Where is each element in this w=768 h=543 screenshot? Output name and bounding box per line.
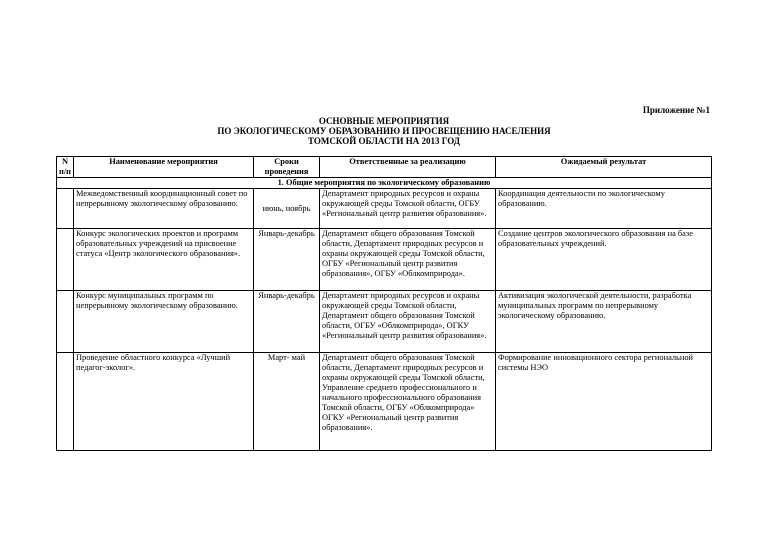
table-header-row	[57, 157, 712, 178]
section-row	[57, 178, 712, 189]
row-number	[57, 353, 74, 451]
row-result: Формирование инновационного сектора региональной системы НЭО	[496, 353, 712, 451]
row-responsible: Департамент природных ресурсов и охраны окружающей среды Томской области, ОГБУ «Региональный центр развития образования».	[320, 189, 496, 229]
row-result: Координация деятельности по экологическому образованию.	[496, 189, 712, 229]
row-name: Конкурс муниципальных программ по непрерывному экологическому образованию.	[74, 291, 254, 353]
title-line-2: ПО ЭКОЛОГИЧЕСКОМУ ОБРАЗОВАНИЮ И ПРОСВЕЩЕНИЮ НАСЕЛЕНИЯ	[217, 126, 551, 136]
section-title: 1. Общие мероприятия по экологическому образованию	[57, 178, 712, 189]
events-table	[56, 156, 712, 451]
row-terms: Январь-декабрь	[254, 229, 320, 291]
row-result: Активизация экологической деятельности, разработка муниципальных программ по непрерывному экологическому образованию.	[496, 291, 712, 353]
row-responsible: Департамент общего образования Томской области, Департамент природных ресурсов и охраны окружающей среды Томской области, Управление среднего профессионального и начального профессионального образования Томской области, ОГБУ «Облкомприрода» ОГКУ «Региональный центр развития образования».	[320, 353, 496, 451]
row-number	[57, 229, 74, 291]
appendix-label: Приложение №1	[642, 105, 710, 115]
header-terms: Сроки проведения	[254, 157, 320, 178]
row-terms: июнь, ноябрь	[254, 189, 320, 229]
row-terms: Январь-декабрь	[254, 291, 320, 353]
title-line-3: ТОМСКОЙ ОБЛАСТИ НА 2013 ГОД	[308, 136, 460, 146]
header-name: Наименование мероприятия	[74, 157, 254, 178]
table-row	[57, 189, 712, 229]
row-name: Проведение областного конкурса «Лучший педагог-эколог».	[74, 353, 254, 451]
table-row	[57, 291, 712, 353]
row-result: Создание центров экологического образования на базе образовательных учреждений.	[496, 229, 712, 291]
row-number	[57, 189, 74, 229]
header-number: N п/п	[57, 157, 74, 178]
header-result: Ожидаемый результат	[496, 157, 712, 178]
document-title	[0, 116, 768, 146]
table-row	[57, 353, 712, 451]
header-responsible: Ответственные за реализацию	[320, 157, 496, 178]
row-terms: Март- май	[254, 353, 320, 451]
row-name: Конкурс экологических проектов и программ образовательных учреждений на присвоение статуса «Центр экологического образования».	[74, 229, 254, 291]
row-responsible: Департамент природных ресурсов и охраны окружающей среды Томской области, Департамент общего образования Томской области, ОГБУ «Облкомприрода», ОГКУ «Региональный центр развития образования».	[320, 291, 496, 353]
row-name: Межведомственный координационный совет по непрерывному экологическому образованию.	[74, 189, 254, 229]
row-number	[57, 291, 74, 353]
table-row	[57, 229, 712, 291]
row-responsible: Департамент общего образования Томской области, Департамент природных ресурсов и охраны окружающей среды Томской области, ОГБУ «Региональный центр развития образования», ОГБУ «Облкомприрода».	[320, 229, 496, 291]
title-line-1: ОСНОВНЫЕ МЕРОПРИЯТИЯ	[318, 116, 450, 126]
